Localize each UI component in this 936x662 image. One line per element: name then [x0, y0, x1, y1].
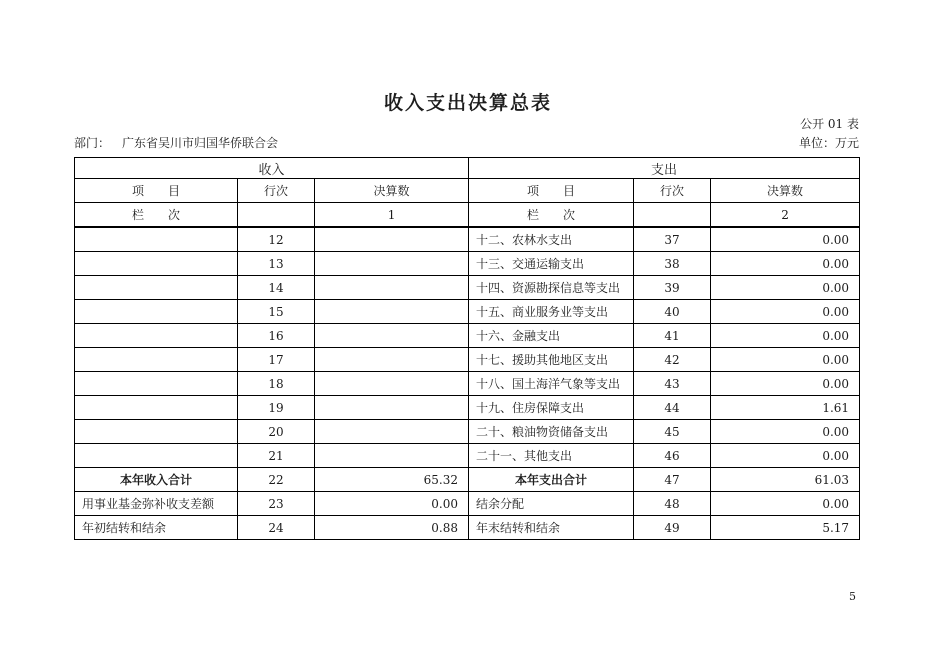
income-amount-cell [315, 324, 469, 348]
expense-row-no-cell: 37 [634, 227, 711, 252]
expense-lanci-label: 栏 次 [469, 203, 634, 228]
expense-col-index: 2 [711, 203, 860, 228]
expense-row-no-cell: 40 [634, 300, 711, 324]
expense-row-no-cell: 39 [634, 276, 711, 300]
income-row-no-cell: 23 [238, 492, 315, 516]
income-amount-cell [315, 372, 469, 396]
expense-row-no-cell: 41 [634, 324, 711, 348]
income-amount-cell: 0.00 [315, 492, 469, 516]
income-row-no-cell: 20 [238, 420, 315, 444]
income-item-header: 项 目 [75, 179, 238, 203]
income-amount-cell [315, 227, 469, 252]
column-index-row [75, 203, 860, 228]
expense-amount-cell: 61.03 [711, 468, 860, 492]
expense-amount-cell: 0.00 [711, 252, 860, 276]
table-code-label: 公开 01 表 [800, 117, 859, 131]
income-amount-cell [315, 348, 469, 372]
income-row-no-cell: 22 [238, 468, 315, 492]
table-row [75, 420, 860, 444]
income-amount-cell [315, 396, 469, 420]
expense-item-cell: 十七、援助其他地区支出 [469, 348, 634, 372]
table-row [75, 227, 860, 252]
income-item-cell [75, 396, 238, 420]
expense-item-cell: 本年支出合计 [469, 468, 634, 492]
income-item-cell [75, 348, 238, 372]
income-amount-cell [315, 444, 469, 468]
expense-row-no-cell: 38 [634, 252, 711, 276]
income-row-no-cell: 12 [238, 227, 315, 252]
table-row [75, 276, 860, 300]
income-amount-cell: 0.88 [315, 516, 469, 540]
expense-rowno-header: 行次 [634, 179, 711, 203]
unit-label: 单位：万元 [798, 136, 859, 150]
expense-item-cell: 十五、商业服务业等支出 [469, 300, 634, 324]
income-item-cell [75, 372, 238, 396]
income-row-no-cell: 13 [238, 252, 315, 276]
expense-row-no-cell: 49 [634, 516, 711, 540]
page-number: 5 [849, 590, 856, 603]
income-row-no-cell: 18 [238, 372, 315, 396]
expense-row-no-cell: 42 [634, 348, 711, 372]
section-header-row [75, 158, 860, 179]
expense-item-cell: 二十一、其他支出 [469, 444, 634, 468]
expense-amount-cell: 0.00 [711, 227, 860, 252]
income-item-cell [75, 276, 238, 300]
income-row-no-cell: 19 [238, 396, 315, 420]
income-section-header: 收入 [75, 158, 469, 179]
expense-amount-cell: 0.00 [711, 276, 860, 300]
income-row-no-cell: 24 [238, 516, 315, 540]
income-rowno-header: 行次 [238, 179, 315, 203]
table-row [75, 468, 860, 492]
income-amount-cell [315, 252, 469, 276]
expense-section-header: 支出 [469, 158, 860, 179]
income-item-cell [75, 227, 238, 252]
income-lanci-empty [238, 203, 315, 228]
expense-amount-cell: 0.00 [711, 300, 860, 324]
income-item-cell: 用事业基金弥补收支差额 [75, 492, 238, 516]
department-line [74, 134, 278, 151]
expense-amount-cell: 0.00 [711, 420, 860, 444]
department-value: 广东省吴川市归国华侨联合会 [122, 136, 279, 150]
table-row [75, 444, 860, 468]
table-body [75, 227, 860, 540]
page-title: 收入支出决算总表 [383, 92, 552, 114]
income-item-cell [75, 252, 238, 276]
table-row [75, 396, 860, 420]
column-header-row [75, 179, 860, 203]
department-label: 部门： [74, 136, 111, 150]
income-amount-header: 决算数 [315, 179, 469, 203]
income-row-no-cell: 21 [238, 444, 315, 468]
expense-amount-cell: 0.00 [711, 372, 860, 396]
table-row [75, 324, 860, 348]
expense-item-cell: 十八、国土海洋气象等支出 [469, 372, 634, 396]
expense-row-no-cell: 47 [634, 468, 711, 492]
expense-item-cell: 结余分配 [469, 492, 634, 516]
table-row [75, 252, 860, 276]
expense-amount-cell: 0.00 [711, 348, 860, 372]
table-row [75, 372, 860, 396]
income-item-cell [75, 420, 238, 444]
income-col-index: 1 [315, 203, 469, 228]
income-row-no-cell: 15 [238, 300, 315, 324]
expense-row-no-cell: 46 [634, 444, 711, 468]
table-row [75, 516, 860, 540]
income-item-cell: 年初结转和结余 [75, 516, 238, 540]
table-row [75, 492, 860, 516]
expense-amount-cell: 5.17 [711, 516, 860, 540]
income-lanci-label: 栏 次 [75, 203, 238, 228]
table-row [75, 348, 860, 372]
expense-amount-cell: 0.00 [711, 492, 860, 516]
income-row-no-cell: 14 [238, 276, 315, 300]
expense-row-no-cell: 45 [634, 420, 711, 444]
income-item-cell [75, 300, 238, 324]
income-item-cell: 本年收入合计 [75, 468, 238, 492]
expense-item-cell: 年末结转和结余 [469, 516, 634, 540]
income-amount-cell [315, 276, 469, 300]
expense-item-cell: 十二、农林水支出 [469, 227, 634, 252]
expense-row-no-cell: 48 [634, 492, 711, 516]
income-row-no-cell: 16 [238, 324, 315, 348]
table-row [75, 300, 860, 324]
income-amount-cell [315, 420, 469, 444]
expense-amount-cell: 0.00 [711, 324, 860, 348]
expense-amount-cell: 1.61 [711, 396, 860, 420]
expense-item-cell: 二十、粮油物资储备支出 [469, 420, 634, 444]
expense-item-cell: 十六、金融支出 [469, 324, 634, 348]
expense-row-no-cell: 44 [634, 396, 711, 420]
expense-lanci-empty [634, 203, 711, 228]
income-amount-cell: 65.32 [315, 468, 469, 492]
expense-amount-header: 决算数 [711, 179, 860, 203]
expense-item-cell: 十四、资源勘探信息等支出 [469, 276, 634, 300]
summary-table [74, 157, 860, 540]
expense-row-no-cell: 43 [634, 372, 711, 396]
income-item-cell [75, 324, 238, 348]
income-item-cell [75, 444, 238, 468]
expense-amount-cell: 0.00 [711, 444, 860, 468]
income-row-no-cell: 17 [238, 348, 315, 372]
income-amount-cell [315, 300, 469, 324]
expense-item-cell: 十三、交通运输支出 [469, 252, 634, 276]
expense-item-header: 项 目 [469, 179, 634, 203]
expense-item-cell: 十九、住房保障支出 [469, 396, 634, 420]
